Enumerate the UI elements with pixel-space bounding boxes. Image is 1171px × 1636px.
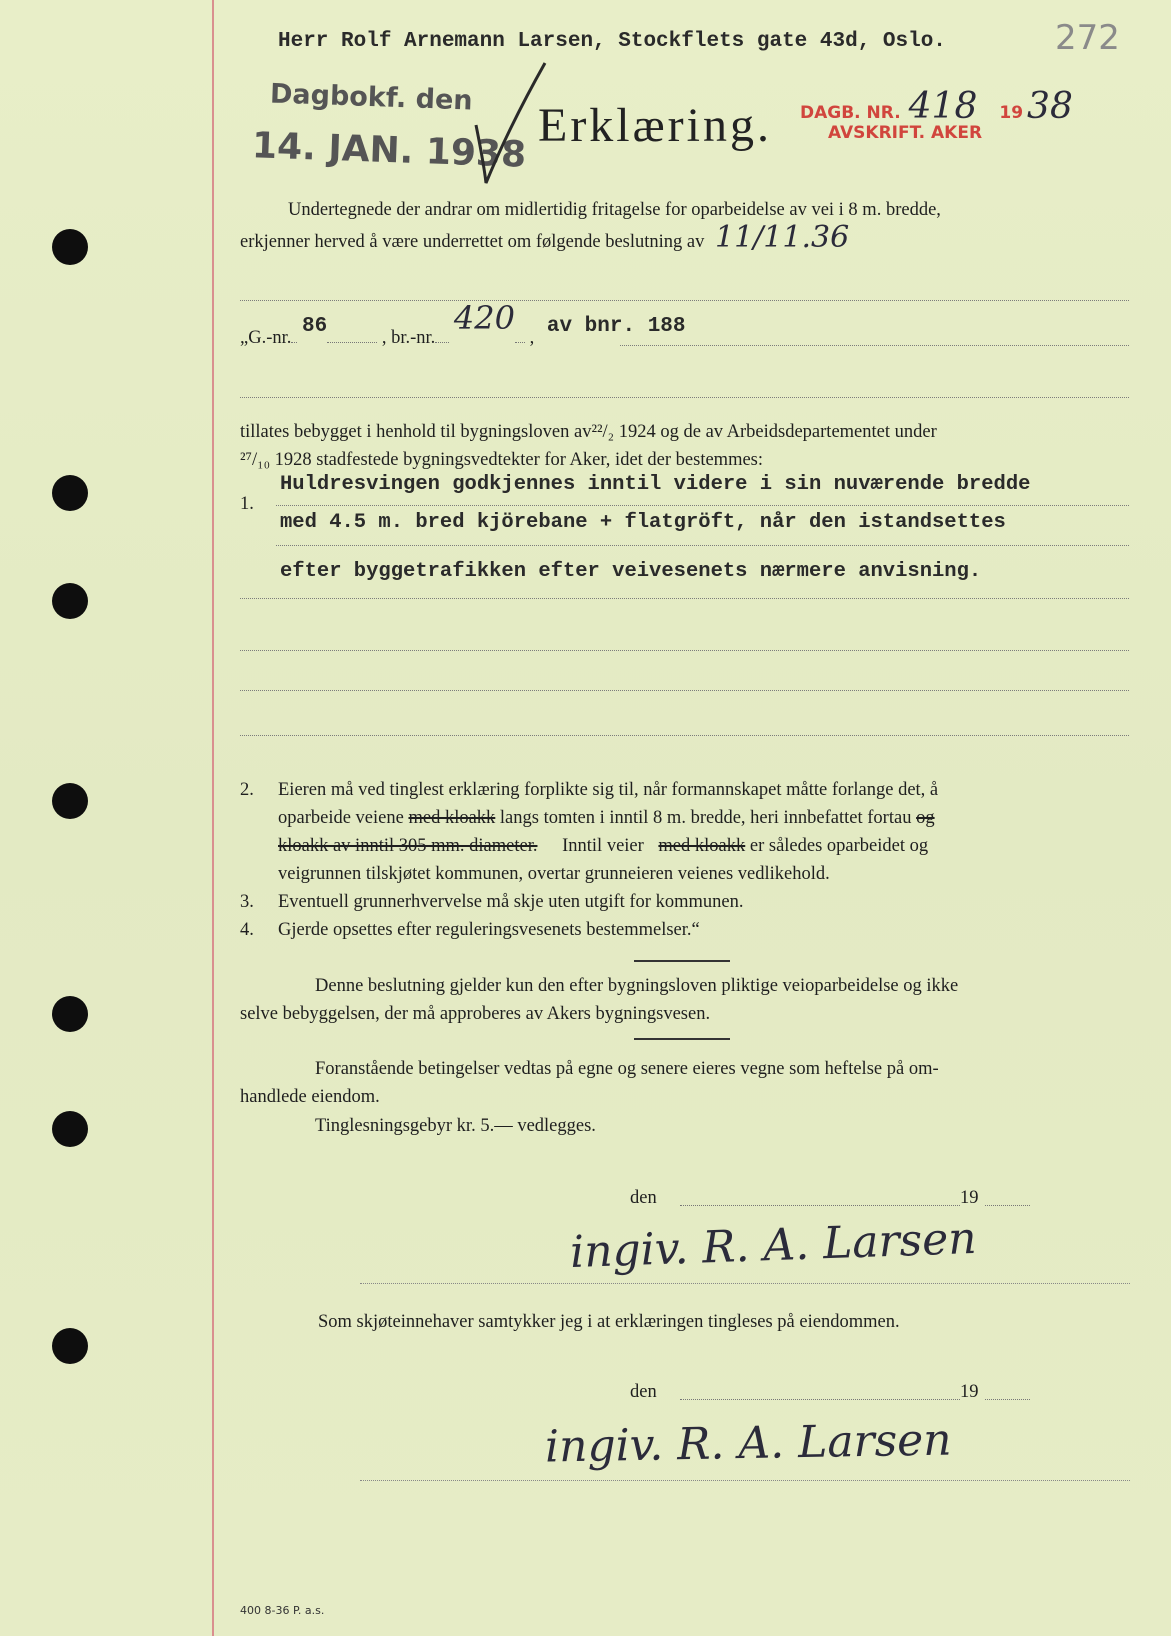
section-divider-1 bbox=[634, 960, 730, 962]
signature1-handwritten: ingiv. R. A. Larsen bbox=[569, 1212, 978, 1279]
condition2-line3b: er således oparbeidet og bbox=[749, 836, 929, 856]
condition2-line2b: langs tomten i inntil 8 m. bredde, heri innbefattet fortau bbox=[499, 808, 912, 828]
condition2-line3 bbox=[278, 832, 928, 860]
received-stamp-line1: Dagbokf. den bbox=[269, 78, 474, 117]
received-stamp-line2: 14. JAN. 1938 bbox=[251, 125, 527, 176]
brnr-value: 420 bbox=[453, 299, 515, 337]
blank-rule-3 bbox=[240, 397, 1129, 398]
signature2-year-label: 19 bbox=[960, 1382, 979, 1402]
signature1-line bbox=[360, 1283, 1130, 1284]
condition1-line3: efter byggetrafikken efter veivesenets nærmere anvisning. bbox=[280, 560, 982, 583]
condition3-number: 3. bbox=[240, 892, 254, 912]
signature2-handwritten: ingiv. R. A. Larsen bbox=[544, 1414, 952, 1473]
condition2-struck-text2: og bbox=[916, 808, 935, 828]
document-title: Erklæring. bbox=[538, 99, 772, 152]
condition2-line3a: Inntil veier bbox=[562, 836, 644, 856]
dagb-label: DAGB. NR. bbox=[800, 103, 901, 123]
permission-line1: tillates bebygget i henhold til bygningsloven av²²/₂ 1924 og de av Arbeidsdepartementet under bbox=[240, 422, 937, 442]
punch-hole-2 bbox=[52, 475, 88, 511]
punch-hole-6 bbox=[52, 1111, 88, 1147]
signature2-date-dots bbox=[680, 1399, 960, 1400]
punch-hole-7 bbox=[52, 1328, 88, 1364]
signature2-line bbox=[360, 1480, 1130, 1481]
condition1-rule2 bbox=[276, 545, 1129, 546]
condition4-text: Gjerde opsettes efter reguleringsvesenets bestemmelser.“ bbox=[278, 920, 700, 940]
brnr-label: , br.-nr. bbox=[381, 328, 436, 348]
red-margin-line bbox=[212, 0, 214, 1636]
dagb-number: 418 bbox=[908, 86, 978, 127]
intro-line2-container bbox=[240, 220, 850, 256]
avskrift-stamp: AVSKRIFT. AKER bbox=[828, 123, 983, 143]
signature1-year-label: 19 bbox=[960, 1188, 979, 1208]
signature1-date-dots bbox=[680, 1205, 960, 1206]
addressee-line: Herr Rolf Arnemann Larsen, Stockflets gate 43d, Oslo. bbox=[278, 30, 946, 53]
punch-hole-1 bbox=[52, 229, 88, 265]
punch-hole-5 bbox=[52, 996, 88, 1032]
decision-date: 11/11.36 bbox=[715, 220, 850, 255]
condition2-struck-text4: med kloakk bbox=[658, 836, 746, 856]
note2-line2: handlede eiendom. bbox=[240, 1087, 380, 1107]
condition2-number: 2. bbox=[240, 780, 254, 800]
condition1-line1: Huldresvingen godkjennes inntil videre i sin nuværende bredde bbox=[280, 473, 1031, 496]
signature2-den-label: den bbox=[630, 1382, 657, 1402]
condition1-rule3 bbox=[240, 598, 1129, 599]
dagb-year-label: 19 bbox=[999, 103, 1024, 123]
intro-line2: erkjenner herved å være underrettet om følgende beslutning av bbox=[240, 232, 705, 252]
condition1-rule1 bbox=[276, 505, 1129, 506]
condition2-line2 bbox=[278, 804, 935, 832]
bnr-text: av bnr. 188 bbox=[546, 315, 686, 338]
condition2-line2a: oparbeide veiene bbox=[278, 808, 404, 828]
gnr-value: 86 bbox=[302, 315, 328, 338]
section-divider-2 bbox=[634, 1038, 730, 1040]
condition3-text: Eventuell grunnerhvervelse må skje uten utgift for kommunen. bbox=[278, 892, 744, 912]
form-code: 400 8-36 P. a.s. bbox=[240, 1604, 325, 1617]
note2-line3: Tinglesningsgebyr kr. 5.— vedlegges. bbox=[315, 1116, 596, 1136]
blank-rule-1 bbox=[240, 300, 1129, 301]
condition1-number: 1. bbox=[240, 494, 254, 514]
intro-line1: Undertegnede der andrar om midlertidig fritagelse for oparbeidelse av vei i 8 m. bredde, bbox=[288, 200, 941, 220]
blank-rule-5 bbox=[240, 690, 1129, 691]
blank-rule-6 bbox=[240, 735, 1129, 736]
consent-text: Som skjøteinnehaver samtykker jeg i at erklæringen tingleses på eiendommen. bbox=[318, 1312, 900, 1332]
blank-rule-4 bbox=[240, 650, 1129, 651]
gnr-label: „G.-nr. bbox=[240, 328, 292, 348]
condition2-struck-text1: med kloakk bbox=[408, 808, 496, 828]
trailing-comma: , bbox=[529, 328, 535, 348]
condition2-struck-text3: kloakk av inntil 305 mm. diameter. bbox=[278, 836, 538, 856]
note2-line1: Foranstående betingelser vedtas på egne og senere eieres vegne som heftelse på om- bbox=[315, 1059, 939, 1079]
condition4-number: 4. bbox=[240, 920, 254, 940]
punch-hole-4 bbox=[52, 783, 88, 819]
signature1-den-label: den bbox=[630, 1188, 657, 1208]
punch-hole-3 bbox=[52, 583, 88, 619]
property-line bbox=[240, 299, 686, 353]
note1-line1: Denne beslutning gjelder kun den efter bygningsloven pliktige veioparbeidelse og ikke bbox=[315, 976, 959, 996]
blank-rule-2 bbox=[620, 345, 1129, 346]
condition2-line4: veigrunnen tilskjøtet kommunen, overtar grunneieren veienes vedlikehold. bbox=[278, 864, 830, 884]
dagb-year: 38 bbox=[1027, 86, 1073, 127]
condition2-line1: Eieren må ved tinglest erklæring forplikte sig til, når formannskapet måtte forlange det, å bbox=[278, 780, 939, 800]
page-number: 272 bbox=[1055, 18, 1120, 58]
signature2-year-dots bbox=[985, 1399, 1030, 1400]
journal-number-stamp bbox=[800, 86, 1073, 127]
signature1-year-dots bbox=[985, 1205, 1030, 1206]
note1-line2: selve bebyggelsen, der må approberes av Akers bygningsvesen. bbox=[240, 1004, 711, 1024]
permission-line2: ²⁷/₁₀ 1928 stadfestede bygningsvedtekter for Aker, idet der bestemmes: bbox=[240, 450, 764, 470]
condition1-line2: med 4.5 m. bred kjörebane + flatgröft, når den istandsettes bbox=[280, 511, 1006, 534]
